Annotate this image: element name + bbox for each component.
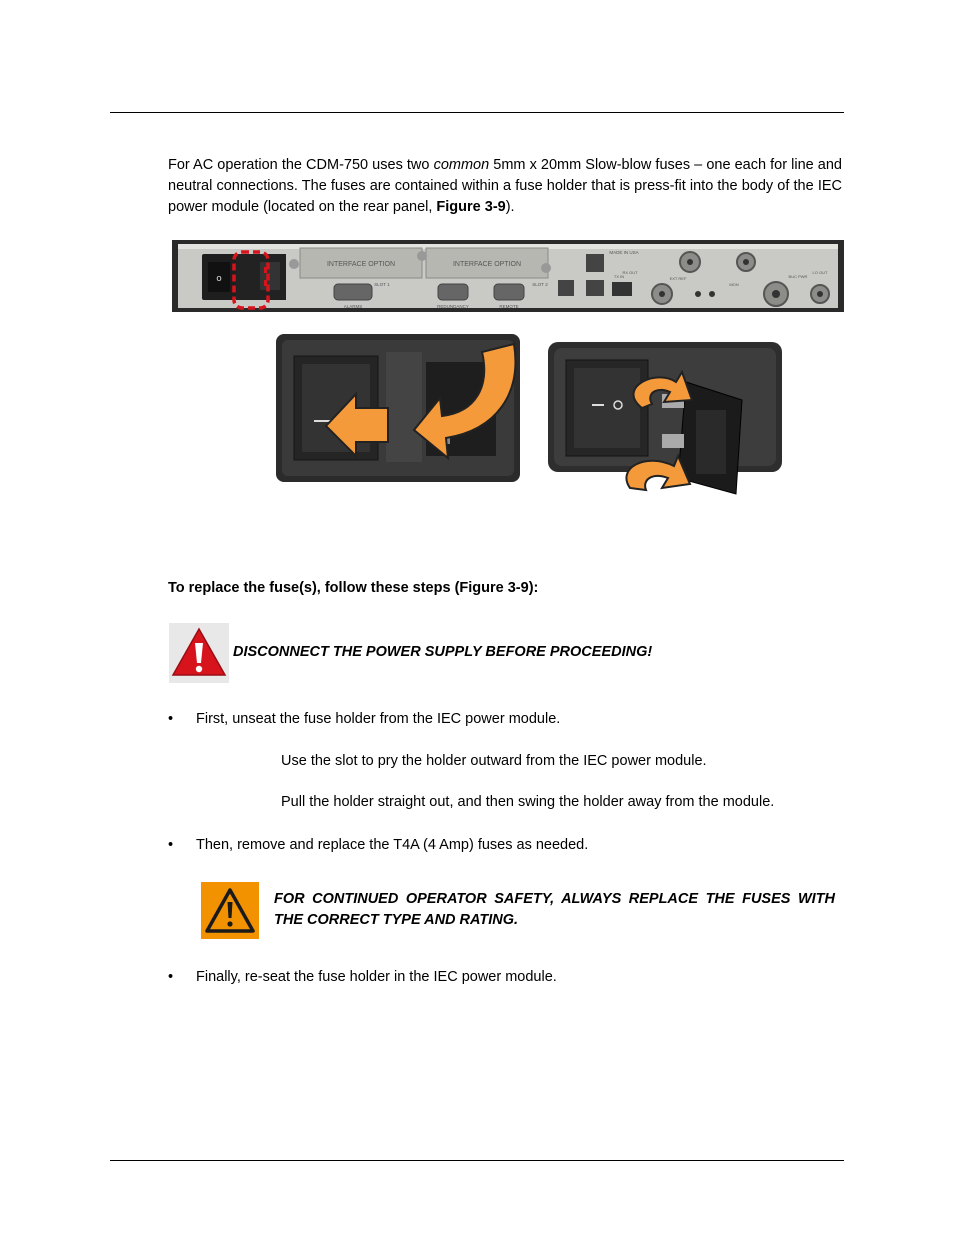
danger-message: DISCONNECT THE POWER SUPPLY BEFORE PROCEEDING! — [233, 644, 653, 660]
warning-triangle-icon — [201, 882, 259, 939]
panel-label-redundancy: REDUNDANCY — [437, 304, 469, 309]
fuse-holder-closeup-figure — [276, 334, 520, 482]
bullet-marker: • — [168, 969, 174, 985]
bullet-marker: • — [168, 837, 174, 853]
bullet-text: Finally, re-seat the fuse holder in the IEC power module. — [196, 969, 557, 985]
intro-paragraph: For AC operation the CDM-750 uses two common 5mm x 20mm Slow-blow fuses – one each for line and neutral connections. The fuses are contained within a fuse holder that is press-fit into the body of the IEC power module (located on the rear panel, Figure 3-9). — [168, 157, 842, 215]
bullet-text: Then, remove and replace the T4A (4 Amp) fuses as needed. — [196, 837, 589, 853]
footer-rule — [110, 1160, 844, 1161]
panel-label-remote: REMOTE — [499, 304, 519, 309]
warning-message: FOR CONTINUED OPERATOR SAFETY, ALWAYS REPLACE THE FUSES WITH THE CORRECT TYPE AND RATING. — [274, 891, 835, 928]
panel-label-lo-out: LO OUT — [812, 270, 828, 275]
panel-label-interface-2: INTERFACE OPTION — [452, 261, 522, 268]
switch-on-mark-2 — [592, 404, 604, 406]
bullet-text: First, unseat the fuse holder from the IEC power module. — [196, 711, 561, 727]
panel-label-slot-2: SLOT 2 — [532, 282, 548, 287]
panel-label-alarms: ALARMS — [343, 304, 363, 309]
fuse-holder-removed-figure — [546, 338, 786, 522]
panel-label-tx-in: TX IN — [613, 274, 625, 279]
sub-step: Pull the holder straight out, and then swing the holder away from the module. — [281, 794, 775, 810]
steps-heading: To replace the fuse(s), follow these steps (Figure 3-9): — [168, 580, 539, 596]
panel-label-mon: MON — [729, 282, 739, 287]
panel-label-rx-out: RX OUT — [622, 270, 638, 275]
sub-step: Use the slot to pry the holder outward from the IEC power module. — [281, 753, 707, 769]
panel-label-slot-1: SLOT 1 — [374, 282, 390, 287]
svg-text:o: o — [216, 274, 222, 284]
header-rule — [110, 112, 844, 113]
panel-label-made-in-usa: MADE IN USA — [609, 250, 639, 255]
bullet-marker: • — [168, 711, 174, 727]
panel-label-buc-pwr: BUC PWR — [788, 274, 808, 279]
panel-label-ext-ref: EXT REF — [669, 276, 687, 281]
panel-label-interface-1: INTERFACE OPTION — [326, 261, 396, 268]
danger-exclamation-icon — [169, 623, 229, 683]
rear-panel-figure — [172, 240, 844, 312]
